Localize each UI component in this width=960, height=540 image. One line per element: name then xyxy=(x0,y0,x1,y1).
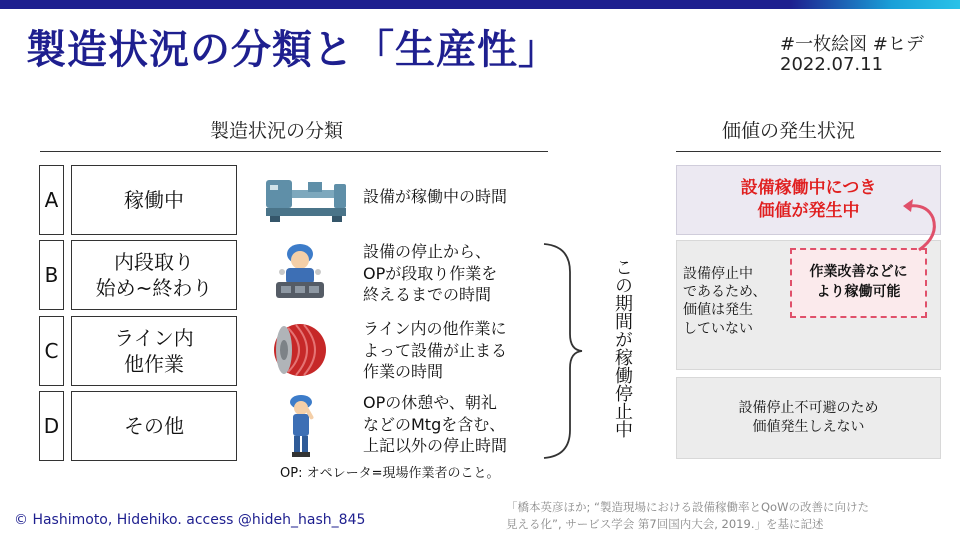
wire-coil-icon xyxy=(270,322,330,378)
row-c-description: ライン内の他作業に よって設備が止まる 作業の時間 xyxy=(363,319,508,382)
stop-period-label: この期間が稼働停止中 xyxy=(612,258,633,438)
row-c-letter: C xyxy=(39,316,64,386)
row-a-letter: A xyxy=(39,165,64,235)
row-d-letter: D xyxy=(39,391,64,461)
improvable-text: 作業改善などに より稼働可能 xyxy=(809,264,908,300)
hashtags: #一枚絵図 #ヒデ xyxy=(780,34,924,55)
row-a-description: 設備が稼働中の時間 xyxy=(363,187,508,206)
operator-footnote: OP: オペレータ=現場作業者のこと。 xyxy=(280,466,500,481)
top-bar-accent xyxy=(790,0,960,9)
row-a-name: 稼働中 xyxy=(71,165,237,235)
value-unavoidable-panel xyxy=(676,377,941,459)
improvable-callout xyxy=(790,248,927,318)
page-title: 製造状況の分類と「生産性」 xyxy=(26,27,559,73)
row-b-name: 内段取り 始め~終わり xyxy=(71,240,237,310)
worker-saluting-icon xyxy=(284,394,318,458)
row-c-name: ライン内 他作業 xyxy=(71,316,237,386)
stop-period-brace xyxy=(540,242,584,460)
row-d-description: OPの休憩や、朝礼 などのMtgを含む、 上記以外の停止時間 xyxy=(363,393,508,456)
row-d-name: その他 xyxy=(71,391,237,461)
classification-heading: 製造状況の分類 xyxy=(210,120,344,142)
row-b-description: 設備の停止から、 OPが段取り作業を 終えるまでの時間 xyxy=(363,242,498,305)
curved-arrow-icon xyxy=(895,196,941,254)
value-stopped-panel xyxy=(676,240,941,370)
row-b-letter: B xyxy=(39,240,64,310)
copyright-notice: © Hashimoto, Hidehiko. access @hideh_hash_845 xyxy=(14,512,366,528)
value-running-text: 設備稼働中につき 価値が発生中 xyxy=(740,178,877,221)
worker-setup-icon xyxy=(272,240,328,302)
date-label: 2022.07.11 xyxy=(780,54,884,75)
lathe-machine-icon xyxy=(264,176,348,222)
value-stopped-text: 設備停止中 であるため、 価値は発生 していない xyxy=(683,266,767,337)
source-citation: 「橋本英彦ほか; “製造現場における設備稼働率とQoWの改善に向けた 見える化”, サービス学会 第7回国内大会, 2019.」を基に記述 xyxy=(506,500,869,531)
classification-divider xyxy=(40,151,548,152)
value-unavoidable-text: 設備停止不可避のため 価値発生しえない xyxy=(738,400,879,435)
value-divider xyxy=(676,151,941,152)
value-heading: 価値の発生状況 xyxy=(722,120,856,142)
